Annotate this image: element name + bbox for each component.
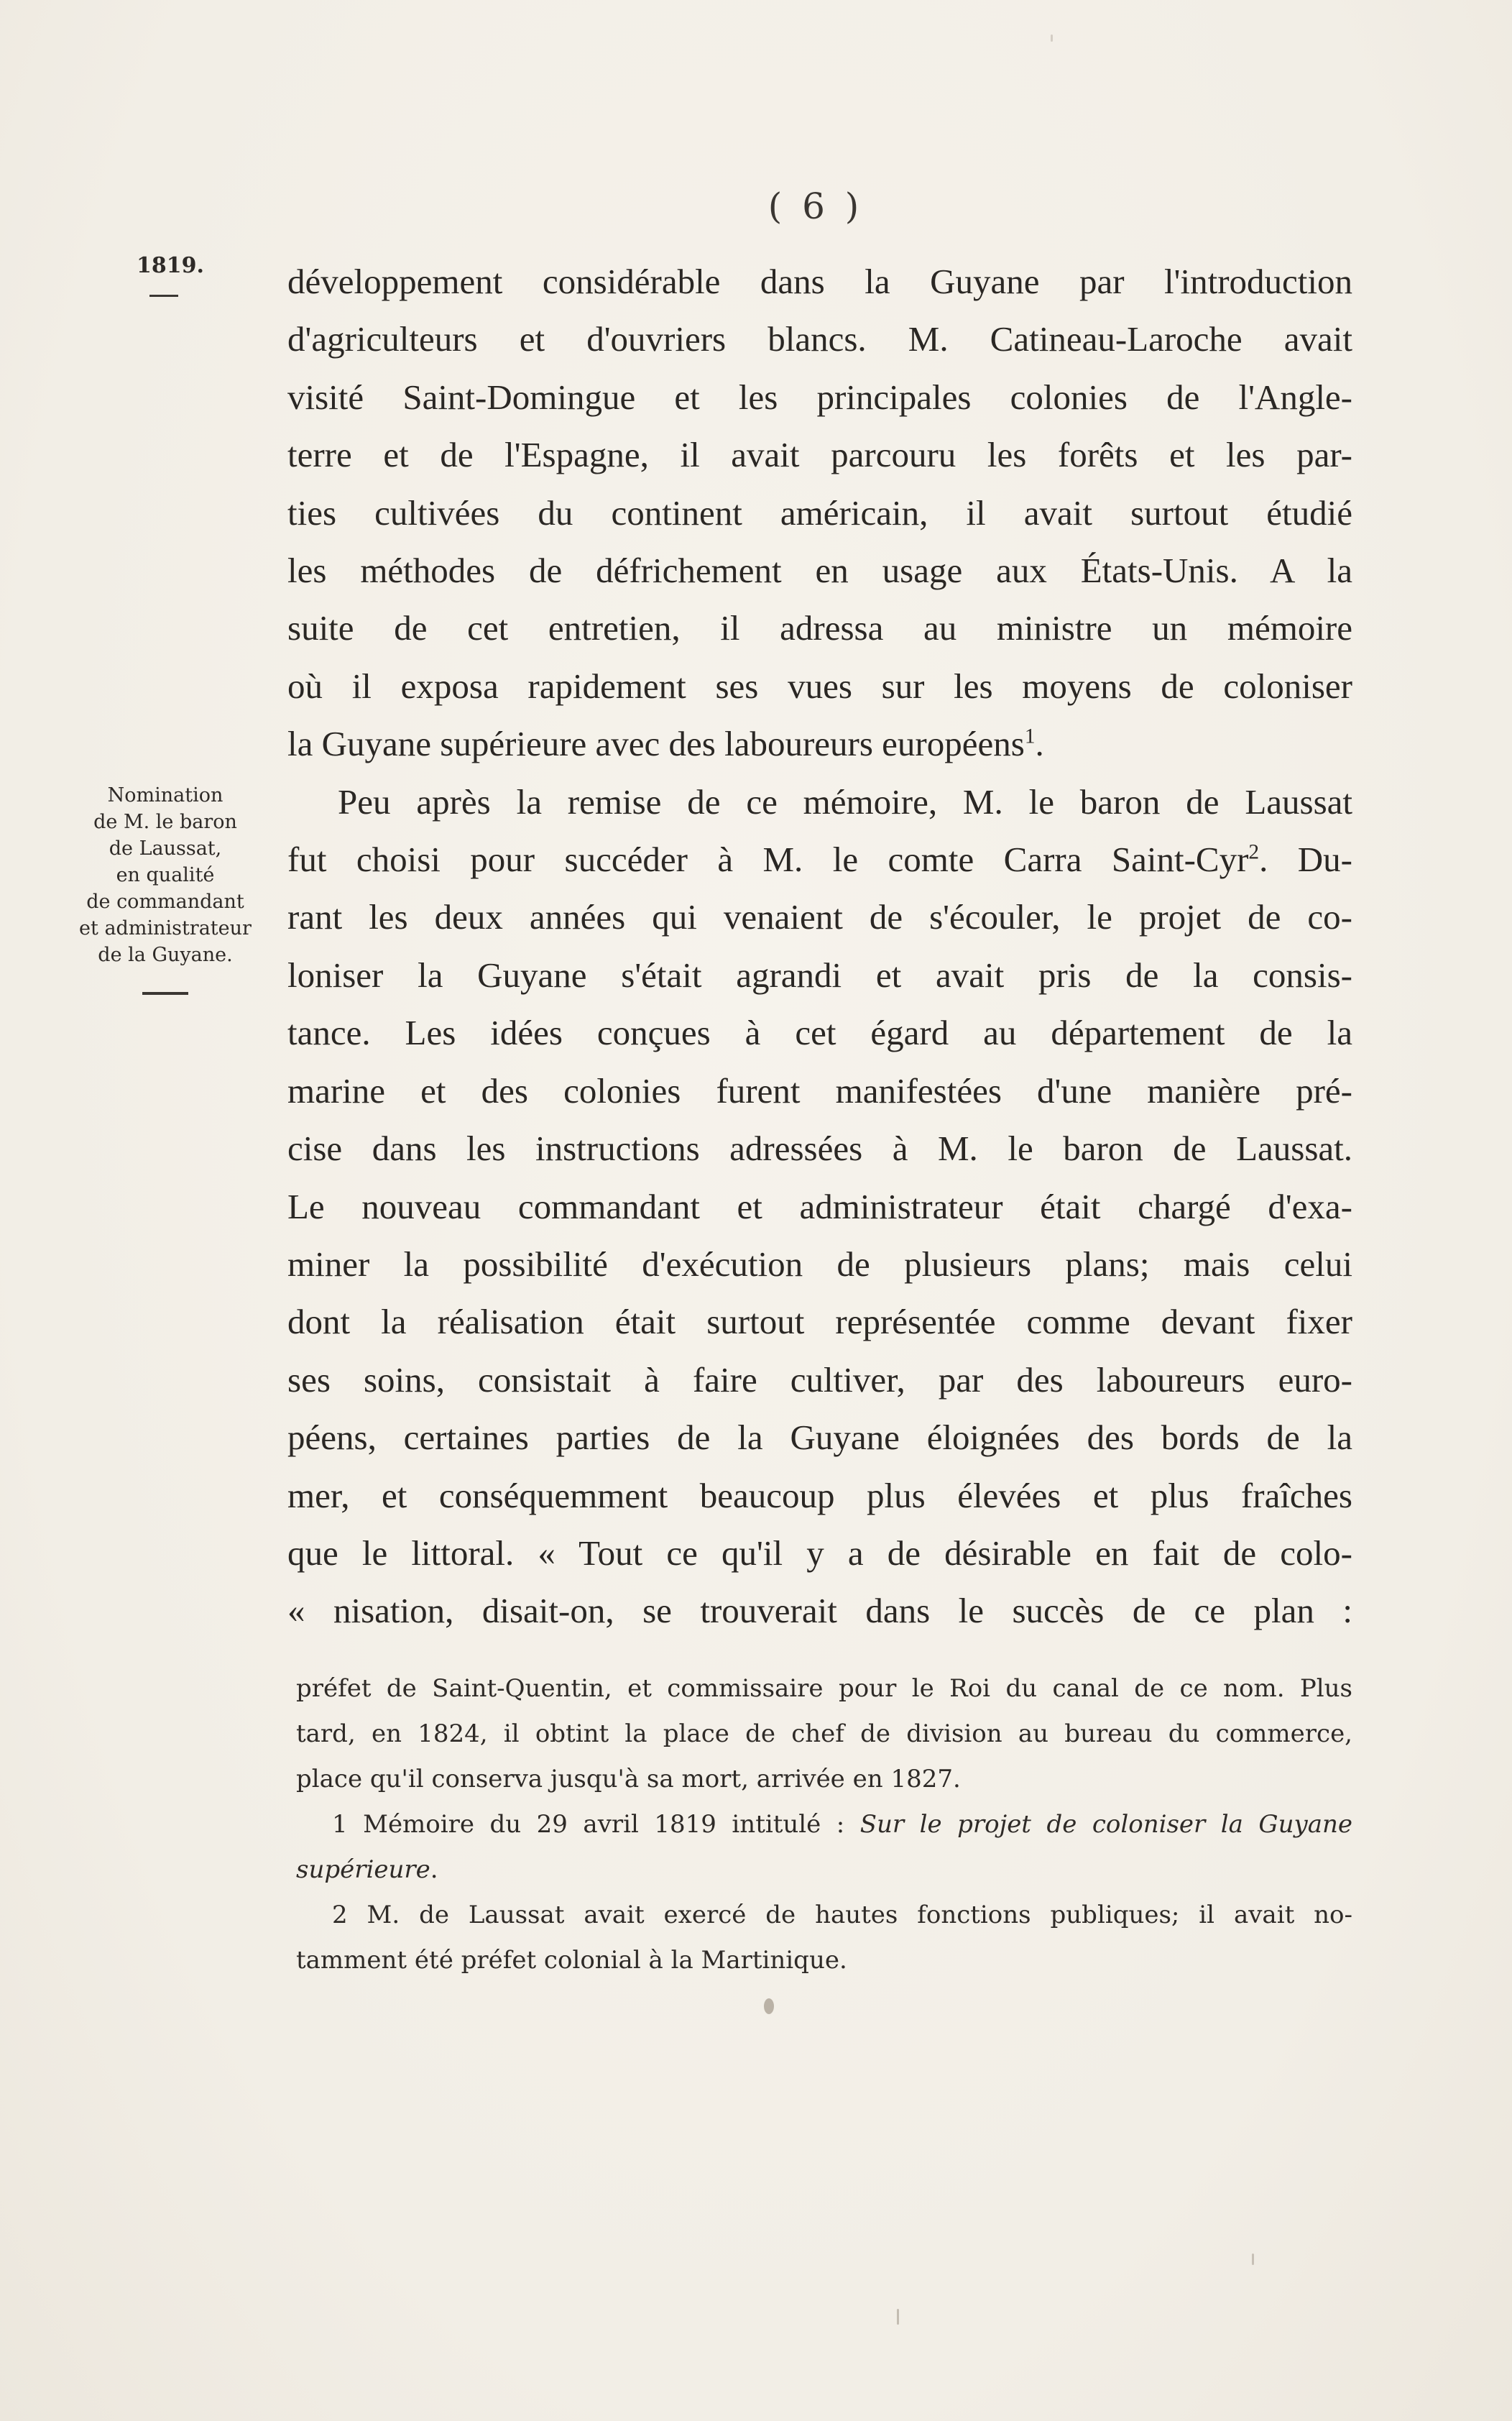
body-line: marine et des colonies furent manifestées d'une manière pré-: [287, 1070, 1352, 1111]
footnote-ref-1: 1: [1024, 725, 1036, 748]
body-line: tance. Les idées conçues à cet égard au département de la: [287, 1013, 1352, 1053]
body-line: rant les deux années qui venaient de s'écouler, le projet de co-: [287, 897, 1352, 937]
body-line: Le nouveau commandant et administrateur était chargé d'exa-: [287, 1186, 1352, 1226]
body-line: d'agriculteurs et d'ouvriers blancs. M. Catineau-Laroche avait: [287, 319, 1352, 359]
body-line: terre et de l'Espagne, il avait parcouru les forêts et les par-: [287, 435, 1352, 475]
footnote-2-cont: tamment été préfet colonial à la Martinique.: [296, 1946, 847, 1975]
footnote-rule: [295, 1646, 1351, 1647]
body-line: que le littoral. « Tout ce qu'il y a de désirable en fait de colo-: [287, 1533, 1352, 1573]
body-line: ties cultivées du continent américain, il avait surtout étudié: [287, 492, 1352, 533]
footnote-1-title-cont: supérieure: [296, 1855, 430, 1884]
body-line: [287, 715, 1352, 773]
footnote-1-title: Sur le projet de coloniser la Guyane: [859, 1810, 1352, 1839]
footnote-1-end: .: [430, 1855, 438, 1884]
body-line: où il exposa rapidement ses vues sur les moyens de coloniser: [287, 666, 1352, 706]
footnote-line: préfet de Saint-Quentin, et commissaire pour le Roi du canal de ce nom. Plus: [296, 1674, 1352, 1703]
footnote-1-cont: [296, 1847, 1352, 1893]
ink-speck: [897, 2309, 899, 2325]
margin-year-rule: [149, 295, 178, 297]
body-line: loniser la Guyane s'était agrandi et avait pris de la consis-: [287, 955, 1352, 995]
body-line: visité Saint-Domingue et les principales colonies de l'Angle-: [287, 377, 1352, 417]
body-line: cise dans les instructions adressées à M. le baron de Laussat.: [287, 1129, 1352, 1169]
ink-speck: [1252, 2254, 1254, 2265]
margin-year: 1819.: [137, 253, 204, 278]
footnote-line: place qu'il conserva jusqu'à sa mort, arrivée en 1827.: [296, 1765, 961, 1793]
margin-note-line: de commandant: [86, 891, 244, 913]
footnote-2: 2 M. de Laussat avait exercé de hautes fonctions publiques; il avait no-: [332, 1901, 1352, 1929]
footnote-1: [296, 1802, 1352, 1847]
footnote-ref-2: 2: [1248, 840, 1260, 864]
body-line-end: . Du-: [1259, 840, 1352, 880]
body-line-end: .: [1035, 724, 1044, 764]
body-line: ses soins, consistait à faire cultiver, par des laboureurs euro-: [287, 1359, 1352, 1400]
margin-note-line: et administrateur: [79, 917, 252, 940]
margin-note-rule: [142, 992, 188, 995]
margin-note-line: de la Guyane.: [98, 944, 233, 966]
body-line: péens, certaines parties de la Guyane éloignées des bords de la: [287, 1418, 1352, 1458]
ink-speck: [1051, 35, 1053, 42]
margin-note-line: Nomination: [107, 784, 223, 807]
body-line: développement considérable dans la Guyane par l'introduction: [287, 262, 1352, 301]
body-line: mer, et conséquemment beaucoup plus élevées et plus fraîches: [287, 1475, 1352, 1515]
footnote-1-prefix: 1 Mémoire du 29 avril 1819 intitulé :: [332, 1810, 860, 1839]
body-line: [287, 831, 1352, 888]
body-line-text: la Guyane supérieure avec des laboureurs européens: [287, 724, 1025, 764]
body-line: miner la possibilité d'exécution de plusieurs plans; mais celui: [287, 1244, 1352, 1284]
footnotes: [296, 1666, 1352, 1983]
body-line: suite de cet entretien, il adressa au ministre un mémoire: [287, 608, 1352, 648]
margin-note-line: de Laussat,: [109, 837, 222, 860]
body-line: « nisation, disait-on, se trouverait dans le succès de ce plan :: [287, 1591, 1352, 1631]
ink-speck: [764, 1998, 774, 2014]
margin-note: [57, 782, 273, 968]
body-line: les méthodes de défrichement en usage aux États-Unis. A la: [287, 551, 1352, 591]
body-line: Peu après la remise de ce mémoire, M. le baron de Laussat: [338, 781, 1352, 822]
body-line: dont la réalisation était surtout représentée comme devant fixer: [287, 1302, 1352, 1342]
body-text: [287, 253, 1352, 1640]
margin-note-line: de M. le baron: [93, 811, 237, 833]
body-line-text: fut choisi pour succéder à M. le comte Carra Saint-Cyr: [287, 840, 1249, 880]
margin-note-line: en qualité: [116, 864, 215, 886]
footnote-line: tard, en 1824, il obtint la place de chef de division au bureau du commerce,: [296, 1719, 1352, 1748]
page-number: ( 6 ): [767, 185, 864, 227]
